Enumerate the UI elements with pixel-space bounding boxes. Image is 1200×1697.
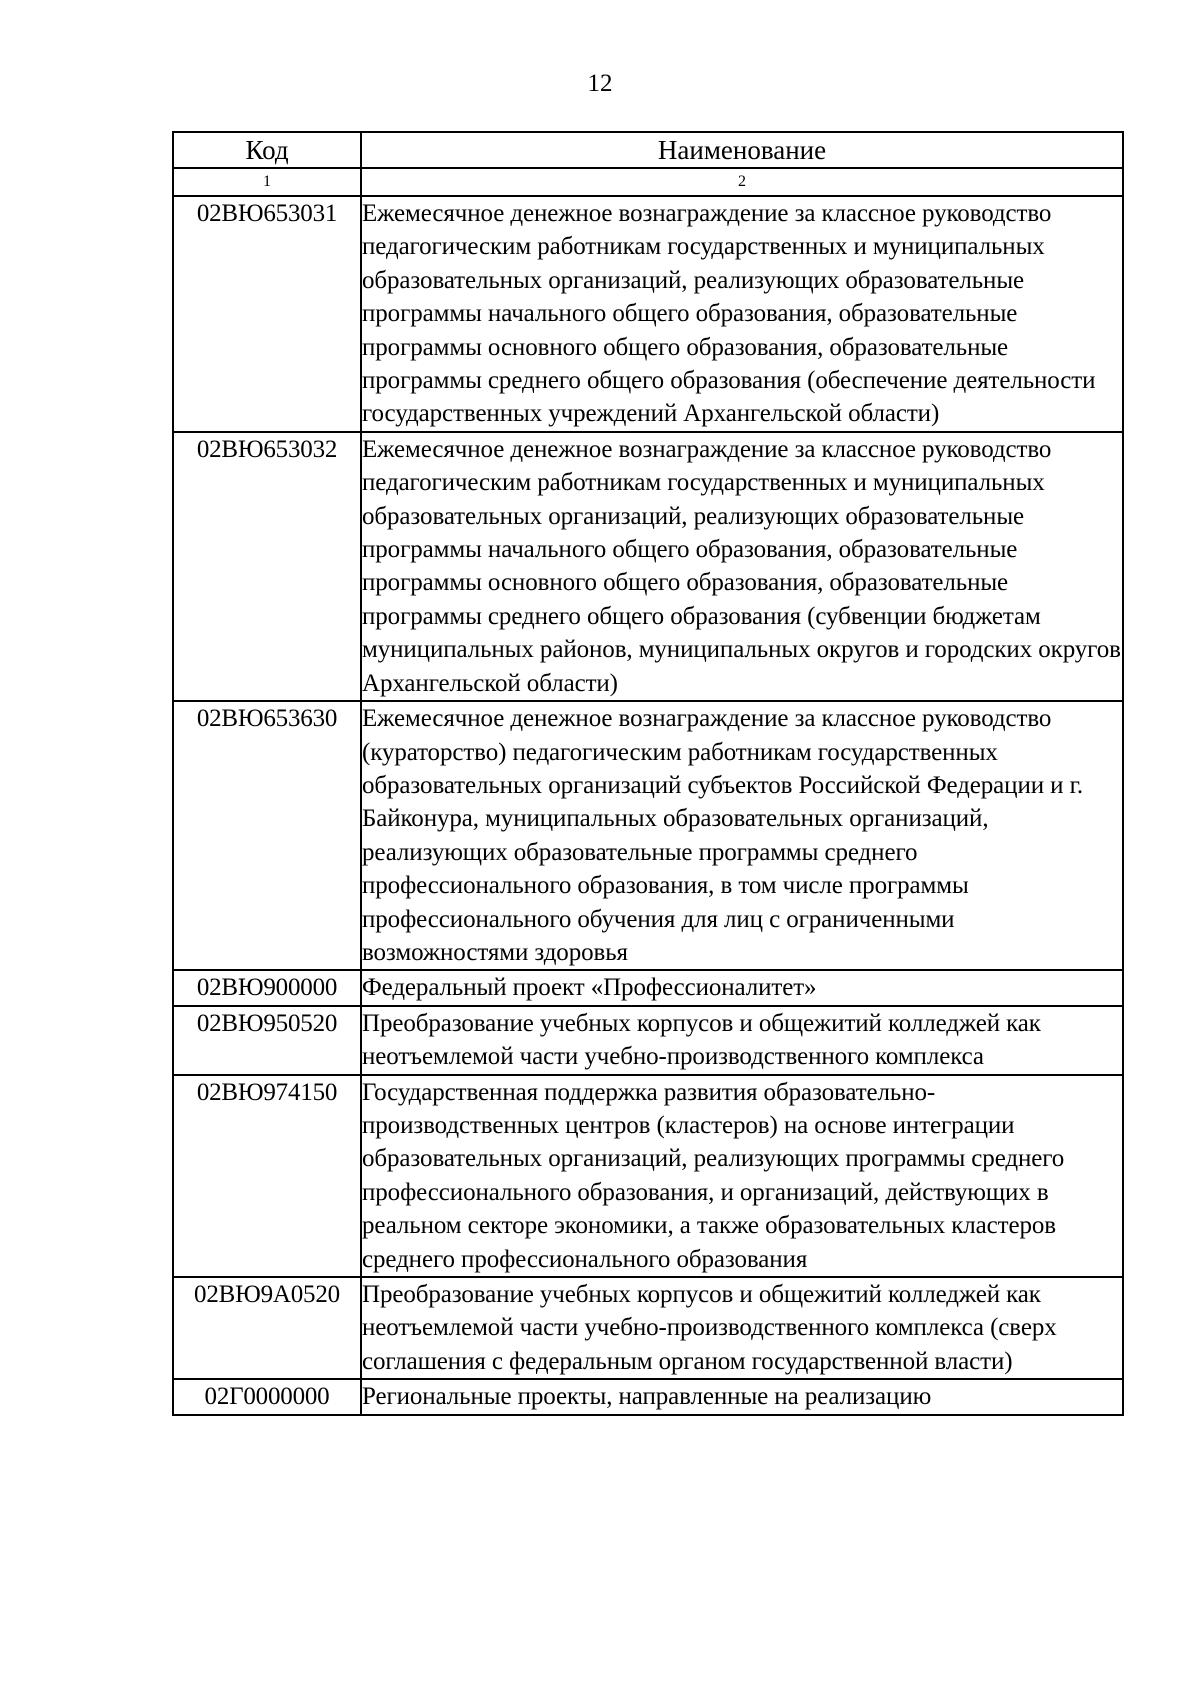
row-code: 02ВЮ653630 — [173, 701, 361, 970]
row-code: 02ВЮ653032 — [173, 432, 361, 701]
table-row — [173, 1006, 1123, 1075]
row-code: 02ВЮ9А0520 — [173, 1277, 361, 1379]
page-number: 12 — [587, 70, 613, 97]
row-name: Преобразование учебных корпусов и общежитий колледжей как неотъемлемой части учебно-производственного комплекса (сверх соглашения с федеральным органом государственной власти) — [361, 1277, 1123, 1379]
table-row — [173, 196, 1123, 432]
row-name: Ежемесячное денежное вознаграждение за классное руководство (кураторство) педагогическим работникам государственных образовательных организаций субъектов Российской Федерации и г. Байконура, муниципальных образовательных организаций, реализующих образовательные программы среднего профессионального образования, в том числе программы профессионального обучения для лиц с ограниченными возможностями здоровья — [361, 701, 1123, 970]
table-row — [173, 1379, 1123, 1414]
row-name: Федеральный проект «Профессионалитет» — [361, 970, 1123, 1005]
row-code: 02Г0000000 — [173, 1379, 361, 1414]
column-number-2: 2 — [361, 168, 1123, 196]
row-code: 02ВЮ900000 — [173, 970, 361, 1005]
table-row — [173, 432, 1123, 701]
table-row — [173, 970, 1123, 1005]
header-code: Код — [173, 132, 361, 168]
row-name: Региональные проекты, направленные на реализацию — [361, 1379, 1123, 1414]
row-name: Преобразование учебных корпусов и общежитий колледжей как неотъемлемой части учебно-производственного комплекса — [361, 1006, 1123, 1075]
table-row — [173, 1277, 1123, 1379]
row-code: 02ВЮ974150 — [173, 1075, 361, 1277]
table-row — [173, 701, 1123, 970]
row-name: Ежемесячное денежное вознаграждение за классное руководство педагогическим работникам государственных и муниципальных образовательных организаций, реализующих образовательные программы начального общего образования, образовательные программы основного общего образования, образовательные программы среднего общего образования (субвенции бюджетам муниципальных районов, муниципальных округов и городских округов Архангельской области) — [361, 432, 1123, 701]
column-number-1: 1 — [173, 168, 361, 196]
row-name: Ежемесячное денежное вознаграждение за классное руководство педагогическим работникам государственных и муниципальных образовательных организаций, реализующих образовательные программы начального общего образования, образовательные программы основного общего образования, образовательные программы среднего общего образования (обеспечение деятельности государственных учреждений Архангельской области) — [361, 196, 1123, 432]
row-code: 02ВЮ950520 — [173, 1006, 361, 1075]
row-name: Государственная поддержка развития образовательно-производственных центров (кластеров) на основе интеграции образовательных организаций, реализующих программы среднего профессионального образования, и организаций, действующих в реальном секторе экономики, а также образовательных кластеров среднего профессионального образования — [361, 1075, 1123, 1277]
column-number-row — [173, 168, 1123, 196]
header-name: Наименование — [361, 132, 1123, 168]
row-code: 02ВЮ653031 — [173, 196, 361, 432]
table-header-row — [173, 132, 1123, 168]
table-row — [173, 1075, 1123, 1277]
classification-table — [172, 131, 1124, 1416]
